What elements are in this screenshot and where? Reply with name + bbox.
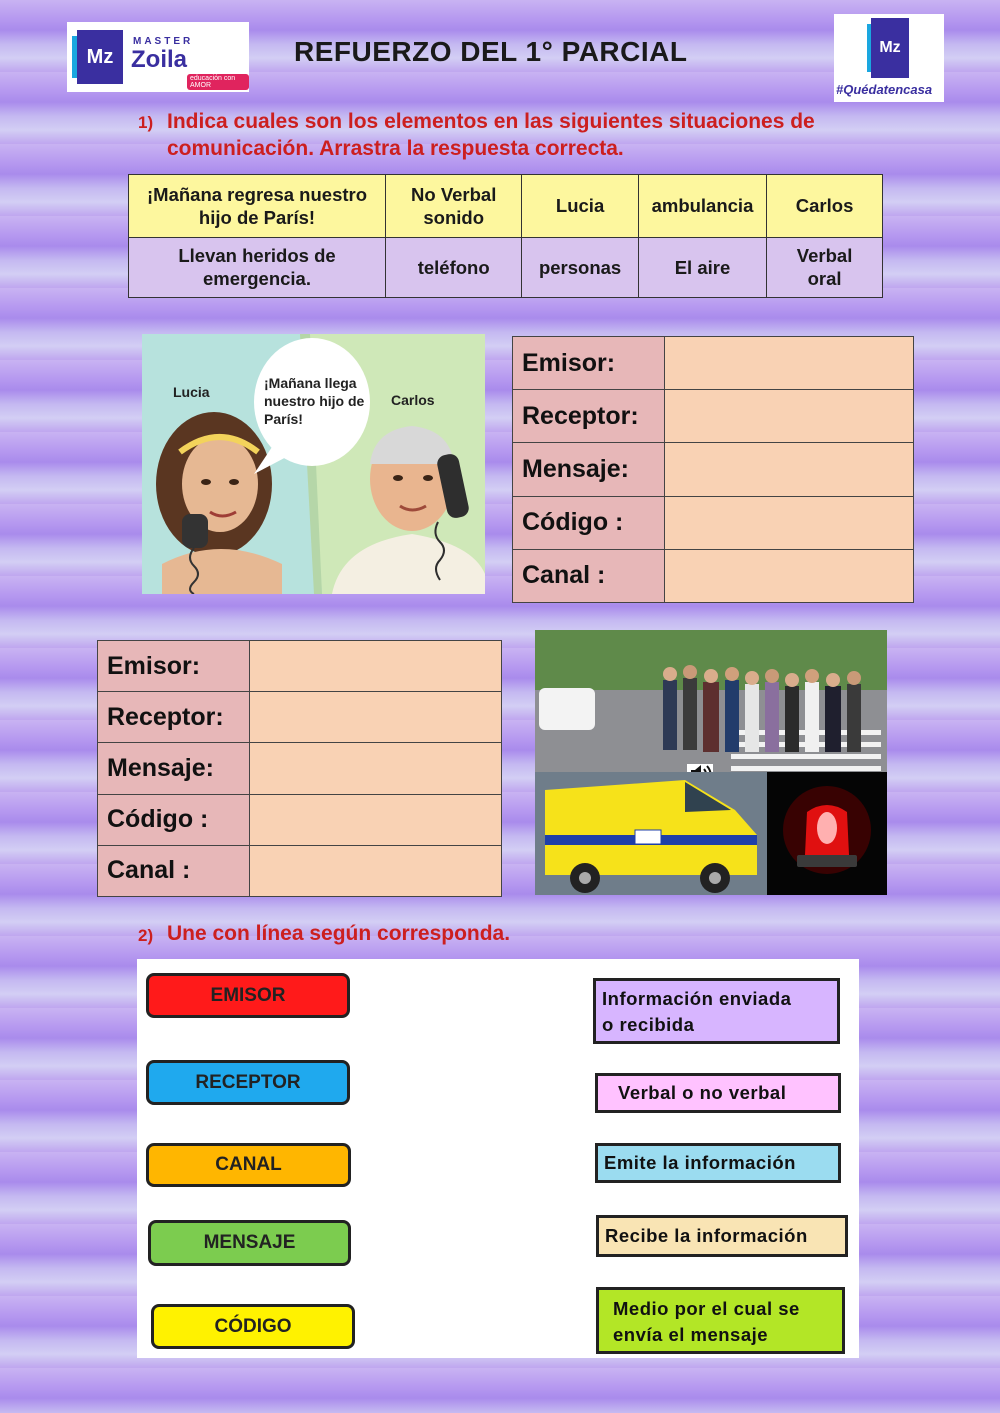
- answer-option[interactable]: ambulancia: [638, 175, 766, 238]
- answer-option[interactable]: El aire: [638, 237, 766, 297]
- answer-option[interactable]: Carlos: [767, 175, 883, 238]
- def-verbal[interactable]: [595, 1073, 841, 1113]
- label-mensaje: Mensaje:: [98, 743, 250, 794]
- def-informacion[interactable]: [593, 978, 840, 1044]
- drop-zone-codigo[interactable]: [250, 794, 502, 845]
- answer-option[interactable]: ¡Mañana regresa nuestro hijo de París!: [129, 175, 386, 238]
- quedatencasa-logo: [834, 14, 944, 102]
- scene1-right-name: Carlos: [391, 392, 435, 408]
- def-medio-line2: envía el mensaje: [613, 1324, 769, 1345]
- answer-option[interactable]: teléfono: [386, 237, 522, 297]
- question-1-line2: comunicación. Arrastra la respuesta correcta.: [167, 137, 624, 160]
- label-codigo: Código :: [98, 794, 250, 845]
- drop-zone-codigo[interactable]: [665, 496, 914, 549]
- logo-top-text: MASTER: [133, 36, 194, 47]
- def-emite-text: Emite la información: [604, 1152, 796, 1173]
- logo-tagline: educación con AMOR: [187, 74, 249, 90]
- ambulance-drawing: [535, 630, 887, 895]
- def-medio-line1: Medio por el cual se: [613, 1298, 800, 1319]
- def-verbal-text: Verbal o no verbal: [618, 1082, 787, 1103]
- def-recibe[interactable]: [596, 1215, 848, 1257]
- question-1-number: 1): [138, 113, 154, 132]
- drop-zone-receptor[interactable]: [250, 692, 502, 743]
- scene1-speech-bubble: ¡Mañana llega nuestro hijo de París!: [264, 375, 365, 427]
- drop-zone-mensaje[interactable]: [250, 743, 502, 794]
- pill-mensaje[interactable]: MENSAJE: [148, 1220, 351, 1266]
- pill-codigo[interactable]: CÓDIGO: [151, 1304, 355, 1349]
- def-informacion-line2: o recibida: [602, 1014, 695, 1035]
- pill-canal[interactable]: CANAL: [146, 1143, 351, 1187]
- def-recibe-text: Recibe la información: [605, 1225, 808, 1246]
- label-emisor: Emisor:: [98, 641, 250, 692]
- label-mensaje: Mensaje:: [513, 443, 665, 496]
- question-1-line1: Indica cuales son los elementos en las siguientes situaciones de: [167, 110, 815, 133]
- drop-zone-emisor[interactable]: [665, 337, 914, 390]
- ambulance-photo-collage: [535, 630, 887, 895]
- drop-zone-emisor[interactable]: [250, 641, 502, 692]
- answer-option[interactable]: Llevan heridos de emergencia.: [129, 237, 386, 297]
- answer-option[interactable]: personas: [522, 237, 638, 297]
- drop-zone-receptor[interactable]: [665, 390, 914, 443]
- logo-mark: Mz: [77, 30, 123, 84]
- answer-option[interactable]: Lucia: [522, 175, 638, 238]
- label-emisor: Emisor:: [513, 337, 665, 390]
- answer-option[interactable]: No Verbal sonido: [386, 175, 522, 238]
- label-receptor: Receptor:: [98, 692, 250, 743]
- hashtag-text: #Quédatencasa: [836, 82, 933, 97]
- label-canal: Canal :: [513, 549, 665, 602]
- answer-table-1: [512, 336, 914, 603]
- label-codigo: Código :: [513, 496, 665, 549]
- matching-panel: [137, 959, 859, 1358]
- answer-option[interactable]: Verbal oral: [767, 237, 883, 297]
- page-title: REFUERZO DEL 1° PARCIAL: [294, 36, 688, 67]
- pill-receptor[interactable]: RECEPTOR: [146, 1060, 350, 1105]
- drop-zone-mensaje[interactable]: [665, 443, 914, 496]
- pill-emisor[interactable]: EMISOR: [146, 973, 350, 1018]
- def-emite[interactable]: [595, 1143, 841, 1183]
- scene1-left-name: Lucia: [173, 384, 210, 400]
- answer-table-2: [97, 640, 502, 897]
- def-informacion-line1: Información enviada: [602, 988, 792, 1009]
- drop-zone-canal[interactable]: [665, 549, 914, 602]
- answer-options-table: [128, 174, 883, 298]
- master-zoila-logo: [67, 22, 249, 92]
- phone-call-drawing: [142, 334, 485, 594]
- label-canal: Canal :: [98, 845, 250, 896]
- label-receptor: Receptor:: [513, 390, 665, 443]
- drop-zone-canal[interactable]: [250, 845, 502, 896]
- question-2-text: Une con línea según corresponda.: [167, 922, 511, 945]
- logo-mark-right: Mz: [871, 18, 909, 78]
- question-2-number: 2): [138, 926, 154, 945]
- def-medio[interactable]: [596, 1287, 845, 1354]
- logo-brand: Zoila: [131, 46, 188, 73]
- phone-call-illustration: [142, 334, 485, 594]
